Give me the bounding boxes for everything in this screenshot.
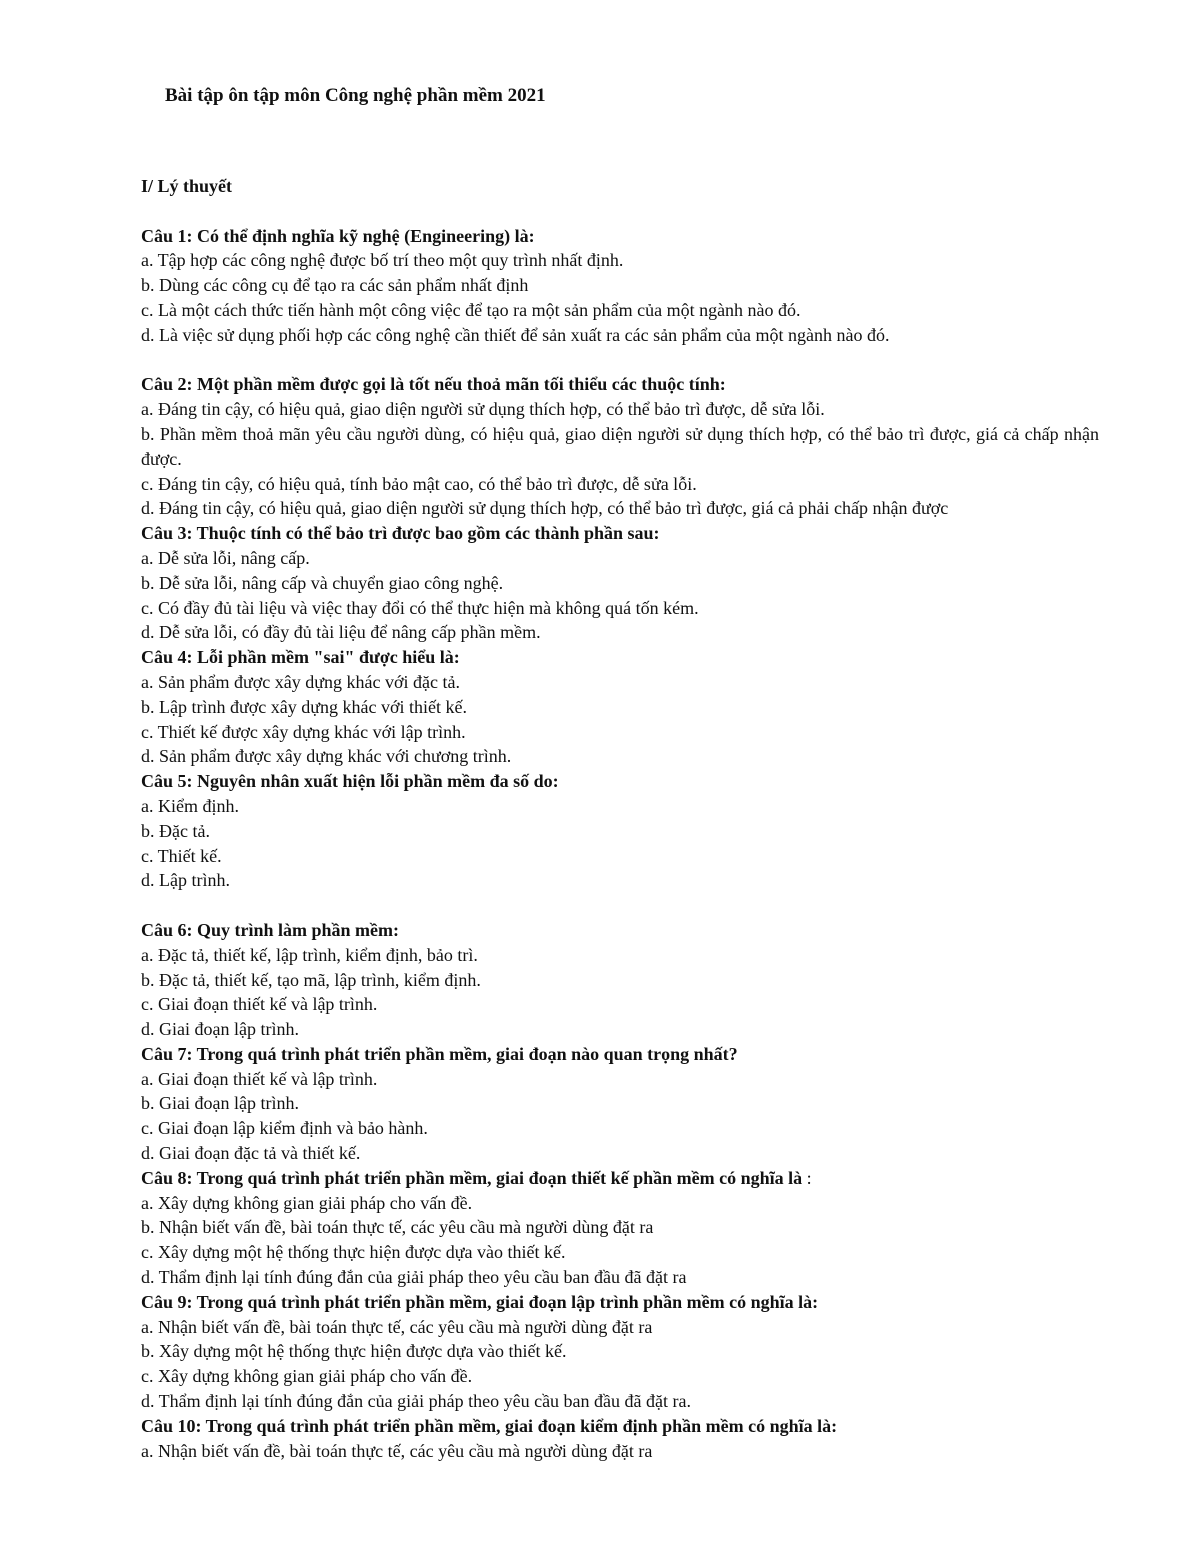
question-text-tail: : — [802, 1167, 812, 1188]
answer-option: d. Dễ sửa lỗi, có đầy đủ tài liệu để nâng cấp phần mềm. — [141, 622, 541, 643]
document-title: Bài tập ôn tập môn Công nghệ phần mềm 2021 — [165, 85, 546, 106]
question-text: Câu 10: Trong quá trình phát triển phần mềm, giai đoạn kiểm định phần mềm có nghĩa là: — [141, 1415, 838, 1436]
answer-option: c. Giai đoạn thiết kế và lập trình. — [141, 994, 378, 1015]
question-block — [141, 1042, 1099, 1166]
question-text: Câu 6: Quy trình làm phần mềm: — [141, 919, 400, 940]
answer-option: a. Kiểm định. — [141, 795, 239, 816]
answer-option: b. Dễ sửa lỗi, nâng cấp và chuyển giao công nghệ. — [141, 572, 504, 593]
answer-option: d. Là việc sử dụng phối hợp các công nghệ cần thiết để sản xuất ra các sản phẩm của một ngành nào đó. — [141, 324, 890, 345]
answer-option: c. Đáng tin cậy, có hiệu quả, tính bảo mật cao, có thể bảo trì được, dễ sửa lỗi. — [141, 473, 697, 494]
question-text: Câu 8: Trong quá trình phát triển phần mềm, giai đoạn thiết kế phần mềm có nghĩa là — [141, 1167, 803, 1188]
answer-option: c. Có đầy đủ tài liệu và việc thay đổi có thể thực hiện mà không quá tốn kém. — [141, 597, 699, 618]
question-text: Câu 2: Một phần mềm được gọi là tốt nếu thoả mãn tối thiểu các thuộc tính: — [141, 374, 726, 395]
answer-option: d. Giai đoạn lập trình. — [141, 1019, 299, 1040]
answer-option: c. Xây dựng không gian giải pháp cho vấn đề. — [141, 1366, 473, 1387]
answer-option: c. Giai đoạn lập kiểm định và bảo hành. — [141, 1118, 428, 1139]
question-block — [141, 521, 1099, 645]
question-block — [141, 769, 1099, 893]
answer-option: b. Phần mềm thoả mãn yêu cầu người dùng, có hiệu quả, giao diện người sử dụng thích hợp, có thể bảo trì được, giá cả chấp nhận được. — [141, 423, 1099, 469]
question-block — [141, 1414, 1099, 1464]
answer-option: a. Nhận biết vấn đề, bài toán thực tế, các yêu cầu mà người dùng đặt ra — [141, 1316, 653, 1337]
answer-option: a. Giai đoạn thiết kế và lập trình. — [141, 1068, 378, 1089]
answer-option: d. Đáng tin cậy, có hiệu quả, giao diện người sử dụng thích hợp, có thể bảo trì được, giá cả phải chấp nhận được — [141, 498, 949, 519]
question-block — [141, 1166, 1099, 1290]
answer-option: d. Lập trình. — [141, 870, 230, 891]
question-block — [141, 645, 1099, 769]
answer-option: c. Là một cách thức tiến hành một công việc để tạo ra một sản phẩm của một ngành nào đó. — [141, 299, 801, 320]
question-text: Câu 3: Thuộc tính có thể bảo trì được bao gồm các thành phần sau: — [141, 523, 660, 544]
question-block — [141, 1290, 1099, 1414]
answer-option: b. Giai đoạn lập trình. — [141, 1093, 299, 1114]
answer-option: b. Xây dựng một hệ thống thực hiện được dựa vào thiết kế. — [141, 1341, 567, 1362]
question-text: Câu 7: Trong quá trình phát triển phần mềm, giai đoạn nào quan trọng nhất? — [141, 1043, 738, 1064]
question-text: Câu 4: Lỗi phần mềm "sai" được hiểu là: — [141, 647, 460, 668]
answer-option: d. Thẩm định lại tính đúng đắn của giải pháp theo yêu cầu ban đầu đã đặt ra. — [141, 1391, 692, 1412]
document-body — [141, 174, 1099, 1463]
answer-option: a. Đặc tả, thiết kế, lập trình, kiểm định, bảo trì. — [141, 944, 478, 965]
answer-option: a. Sản phẩm được xây dựng khác với đặc tả. — [141, 671, 460, 692]
answer-option: b. Đặc tả, thiết kế, tạo mã, lập trình, kiểm định. — [141, 969, 481, 990]
question-block — [141, 372, 1099, 521]
answer-option: a. Dễ sửa lỗi, nâng cấp. — [141, 547, 310, 568]
question-text: Câu 9: Trong quá trình phát triển phần mềm, giai đoạn lập trình phần mềm có nghĩa là: — [141, 1291, 819, 1312]
answer-option: c. Xây dựng một hệ thống thực hiện được dựa vào thiết kế. — [141, 1242, 566, 1263]
answer-option: d. Giai đoạn đặc tả và thiết kế. — [141, 1143, 361, 1164]
question-block — [141, 224, 1099, 348]
answer-option: b. Nhận biết vấn đề, bài toán thực tế, các yêu cầu mà người dùng đặt ra — [141, 1217, 654, 1238]
answer-option: a. Nhận biết vấn đề, bài toán thực tế, các yêu cầu mà người dùng đặt ra — [141, 1440, 653, 1461]
answer-option: d. Sản phẩm được xây dựng khác với chương trình. — [141, 746, 512, 767]
answer-option: b. Đặc tả. — [141, 820, 210, 841]
answer-option: d. Thẩm định lại tính đúng đắn của giải pháp theo yêu cầu ban đầu đã đặt ra — [141, 1267, 687, 1288]
answer-option: c. Thiết kế được xây dựng khác với lập trình. — [141, 721, 466, 742]
answer-option: c. Thiết kế. — [141, 845, 222, 866]
answer-option: b. Lập trình được xây dựng khác với thiết kế. — [141, 696, 467, 717]
question-block — [141, 918, 1099, 1042]
answer-option: a. Đáng tin cậy, có hiệu quả, giao diện người sử dụng thích hợp, có thể bảo trì được, dễ sửa lỗi. — [141, 399, 825, 420]
section-heading: I/ Lý thuyết — [141, 176, 233, 196]
question-text: Câu 1: Có thể định nghĩa kỹ nghệ (Engineering) là: — [141, 225, 535, 246]
question-line — [141, 1166, 1099, 1191]
answer-option: a. Tập hợp các công nghệ được bố trí theo một quy trình nhất định. — [141, 250, 624, 271]
answer-option: b. Dùng các công cụ để tạo ra các sản phẩm nhất định — [141, 275, 529, 296]
answer-option: a. Xây dựng không gian giải pháp cho vấn đề. — [141, 1192, 473, 1213]
question-text: Câu 5: Nguyên nhân xuất hiện lỗi phần mềm đa số do: — [141, 771, 559, 792]
